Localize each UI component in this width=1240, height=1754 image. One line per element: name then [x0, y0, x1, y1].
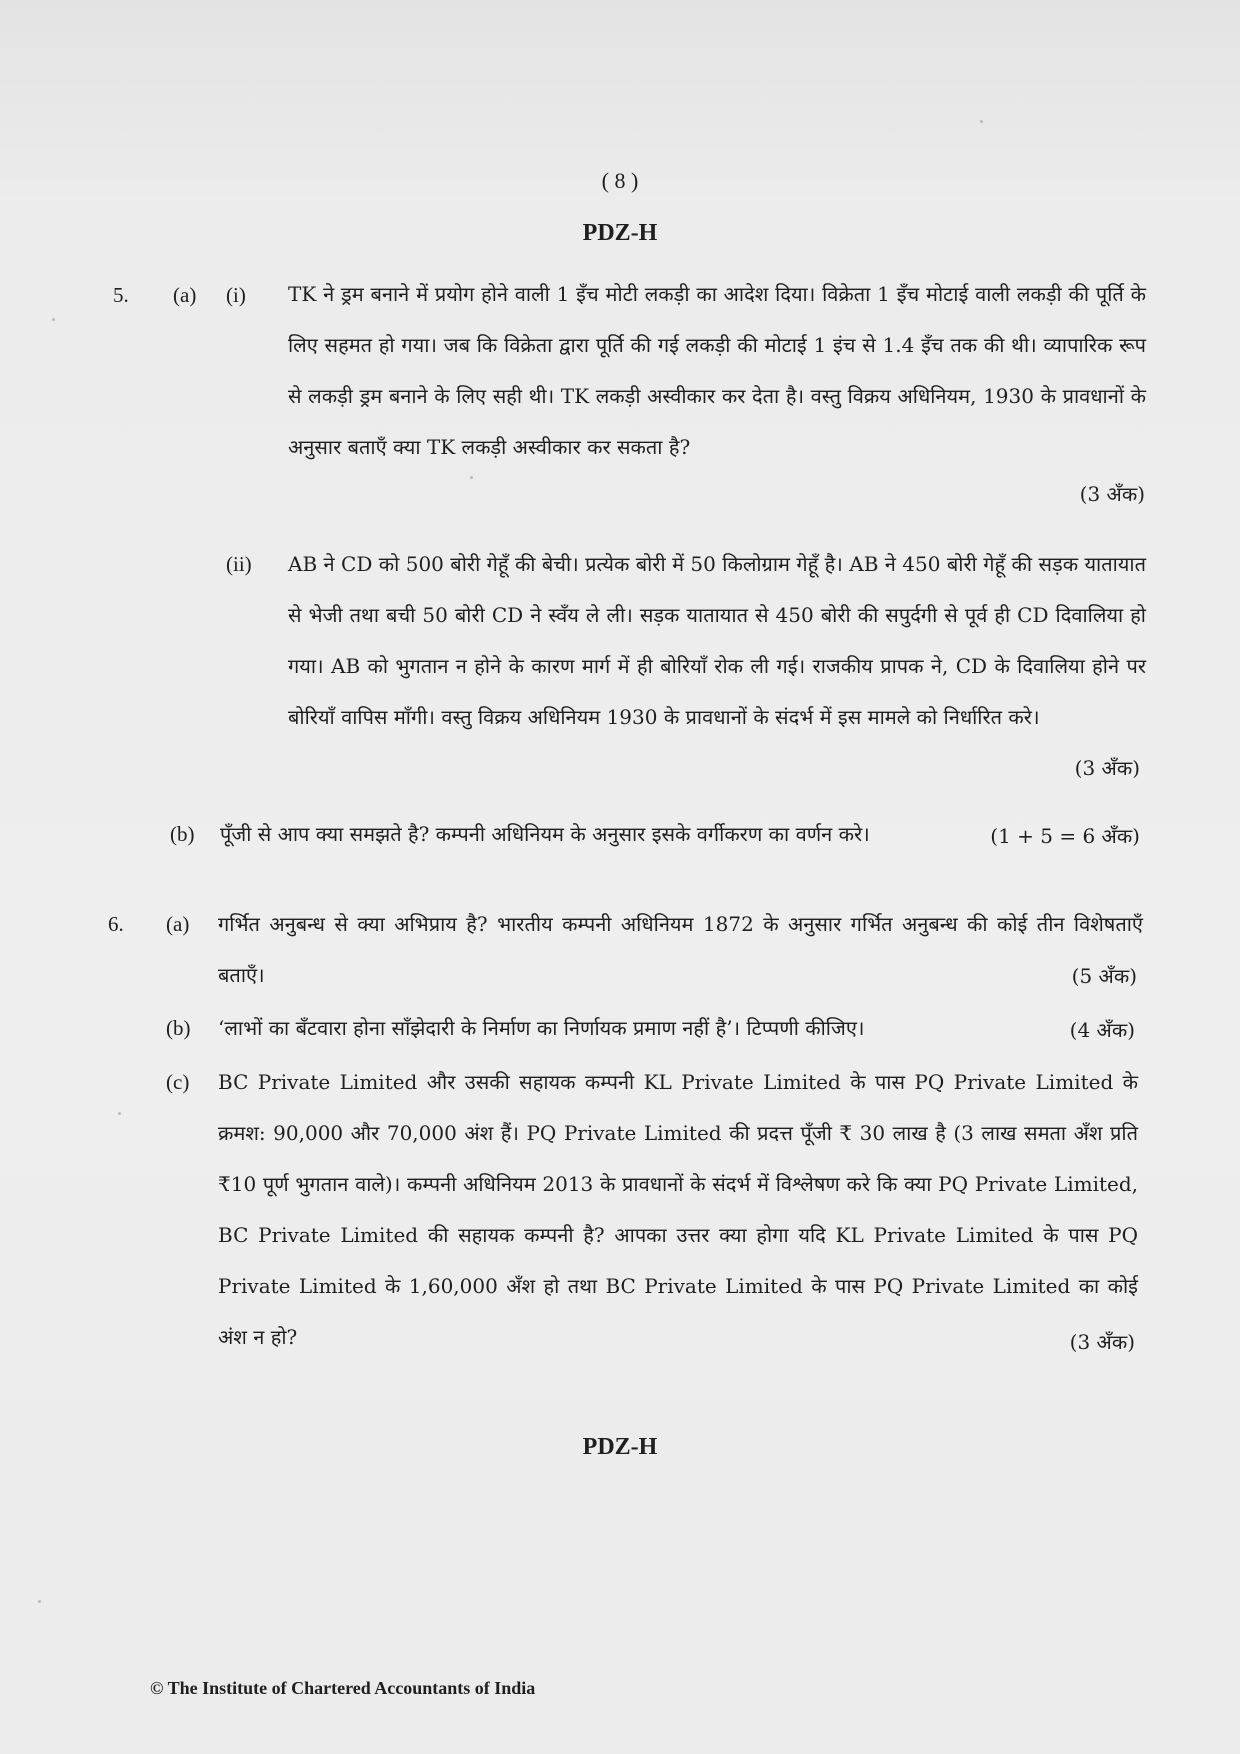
- scan-speck: [52, 318, 55, 321]
- q6-part-c-label: (c): [166, 1070, 190, 1094]
- paper-code-footer: PDZ-H: [582, 1434, 658, 1460]
- q5-b-marks: (1 + 5 = 6 अँक): [990, 824, 1140, 848]
- q6-b-marks: (4 अँक): [1069, 1018, 1135, 1042]
- q5-a-subpart-i-label: (i): [226, 283, 246, 307]
- q5-a-i-marks: (3 अँक): [1079, 482, 1145, 506]
- q5-a-ii-marks: (3 अँक): [1074, 756, 1140, 780]
- q6-a-text: गर्भित अनुबन्ध से क्या अभिप्राय है? भारतीय कम्पनी अधिनियम 1872 के अनुसार गर्भित अनुबन्ध की कोई तीन विशेषताएँ बताएँ।: [218, 912, 1143, 987]
- q5-a-subpart-ii-label: (ii): [226, 552, 252, 576]
- q5-part-a-label: (a): [173, 283, 197, 307]
- q6-a-marks: (5 अँक): [1071, 964, 1137, 988]
- q5-b-text: पूँजी से आप क्या समझते है? कम्पनी अधिनियम के अनुसार इसके वर्गीकरण का वर्णन करे।: [220, 822, 870, 846]
- paper-code-header: PDZ-H: [582, 220, 658, 246]
- q6-c-marks: (3 अँक): [1069, 1330, 1135, 1354]
- scan-speck: [470, 476, 473, 479]
- page-number: ( 8 ): [601, 168, 639, 193]
- question-number-5: 5.: [113, 283, 129, 307]
- scan-speck: [38, 1600, 41, 1603]
- scan-speck: [118, 1112, 121, 1115]
- q5-part-b-label: (b): [170, 822, 195, 846]
- q6-b-text: ‘लाभों का बँटवारा होना साँझेदारी के निर्माण का निर्णायक प्रमाण नहीं है’। टिप्पणी कीजिए।: [218, 1016, 865, 1040]
- q5-a-ii-text: AB ने CD को 500 बोरी गेहूँ की बेची। प्रत्येक बोरी में 50 किलोग्राम गेहूँ है। AB ने 450 बोरी गेहूँ की सड़क यातायात से भेजी तथा बची 50 बोरी CD ने स्वँय ले ली। सड़क यातायात से 450 बोरी की सपुर्दगी से पूर्व ही CD दिवालिया हो गया। AB को भुगतान न होने के कारण मार्ग में ही बोरियाँ रोक ली गई। राजकीय प्रापक ने, CD के दिवालिया होने पर बोरियाँ वापिस माँगी। वस्तु विक्रय अधिनियम 1930 के प्रावधानों के संदर्भ में इस मामले को निर्धारित करे।: [288, 552, 1146, 729]
- scan-speck: [980, 120, 983, 123]
- q6-c-text: BC Private Limited और उसकी सहायक कम्पनी KL Private Limited के पास PQ Private Limited के क्रमश: 90,000 और 70,000 अंश हैं। PQ Private Limited की प्रदत्त पूँजी ₹ 30 लाख है (3 लाख समता अँश प्रति ₹10 पूर्ण भुगतान वाले)। कम्पनी अधिनियम 2013 के प्रावधानों के संदर्भ में विश्लेषण करे कि क्या PQ Private Limited, BC Private Limited की सहायक कम्पनी है? आपका उत्तर क्या होगा यदि KL Private Limited के पास PQ Private Limited के 1,60,000 अँश हो तथा BC Private Limited के पास PQ Private Limited का कोई अंश न हो?: [218, 1070, 1138, 1349]
- q6-part-a-label: (a): [166, 912, 190, 936]
- copyright-notice: © The Institute of Chartered Accountants of India: [150, 1678, 536, 1698]
- question-number-6: 6.: [108, 912, 124, 936]
- q5-a-i-text: TK ने ड्रम बनाने में प्रयोग होने वाली 1 इँच मोटी लकड़ी का आदेश दिया। विक्रेता 1 इँच मोटाई वाली लकड़ी की पूर्ति के लिए सहमत हो गया। जब कि विक्रेता द्वारा पूर्ति की गई लकड़ी की मोटाई 1 इंच से 1.4 इँच तक की थी। व्यापारिक रूप से लकड़ी ड्रम बनाने के लिए सही थी। TK लकड़ी अस्वीकार कर देता है। वस्तु विक्रय अधिनियम, 1930 के प्रावधानों के अनुसार बताएँ क्या TK लकड़ी अस्वीकार कर सकता है?: [288, 282, 1146, 459]
- q6-part-b-label: (b): [166, 1016, 191, 1040]
